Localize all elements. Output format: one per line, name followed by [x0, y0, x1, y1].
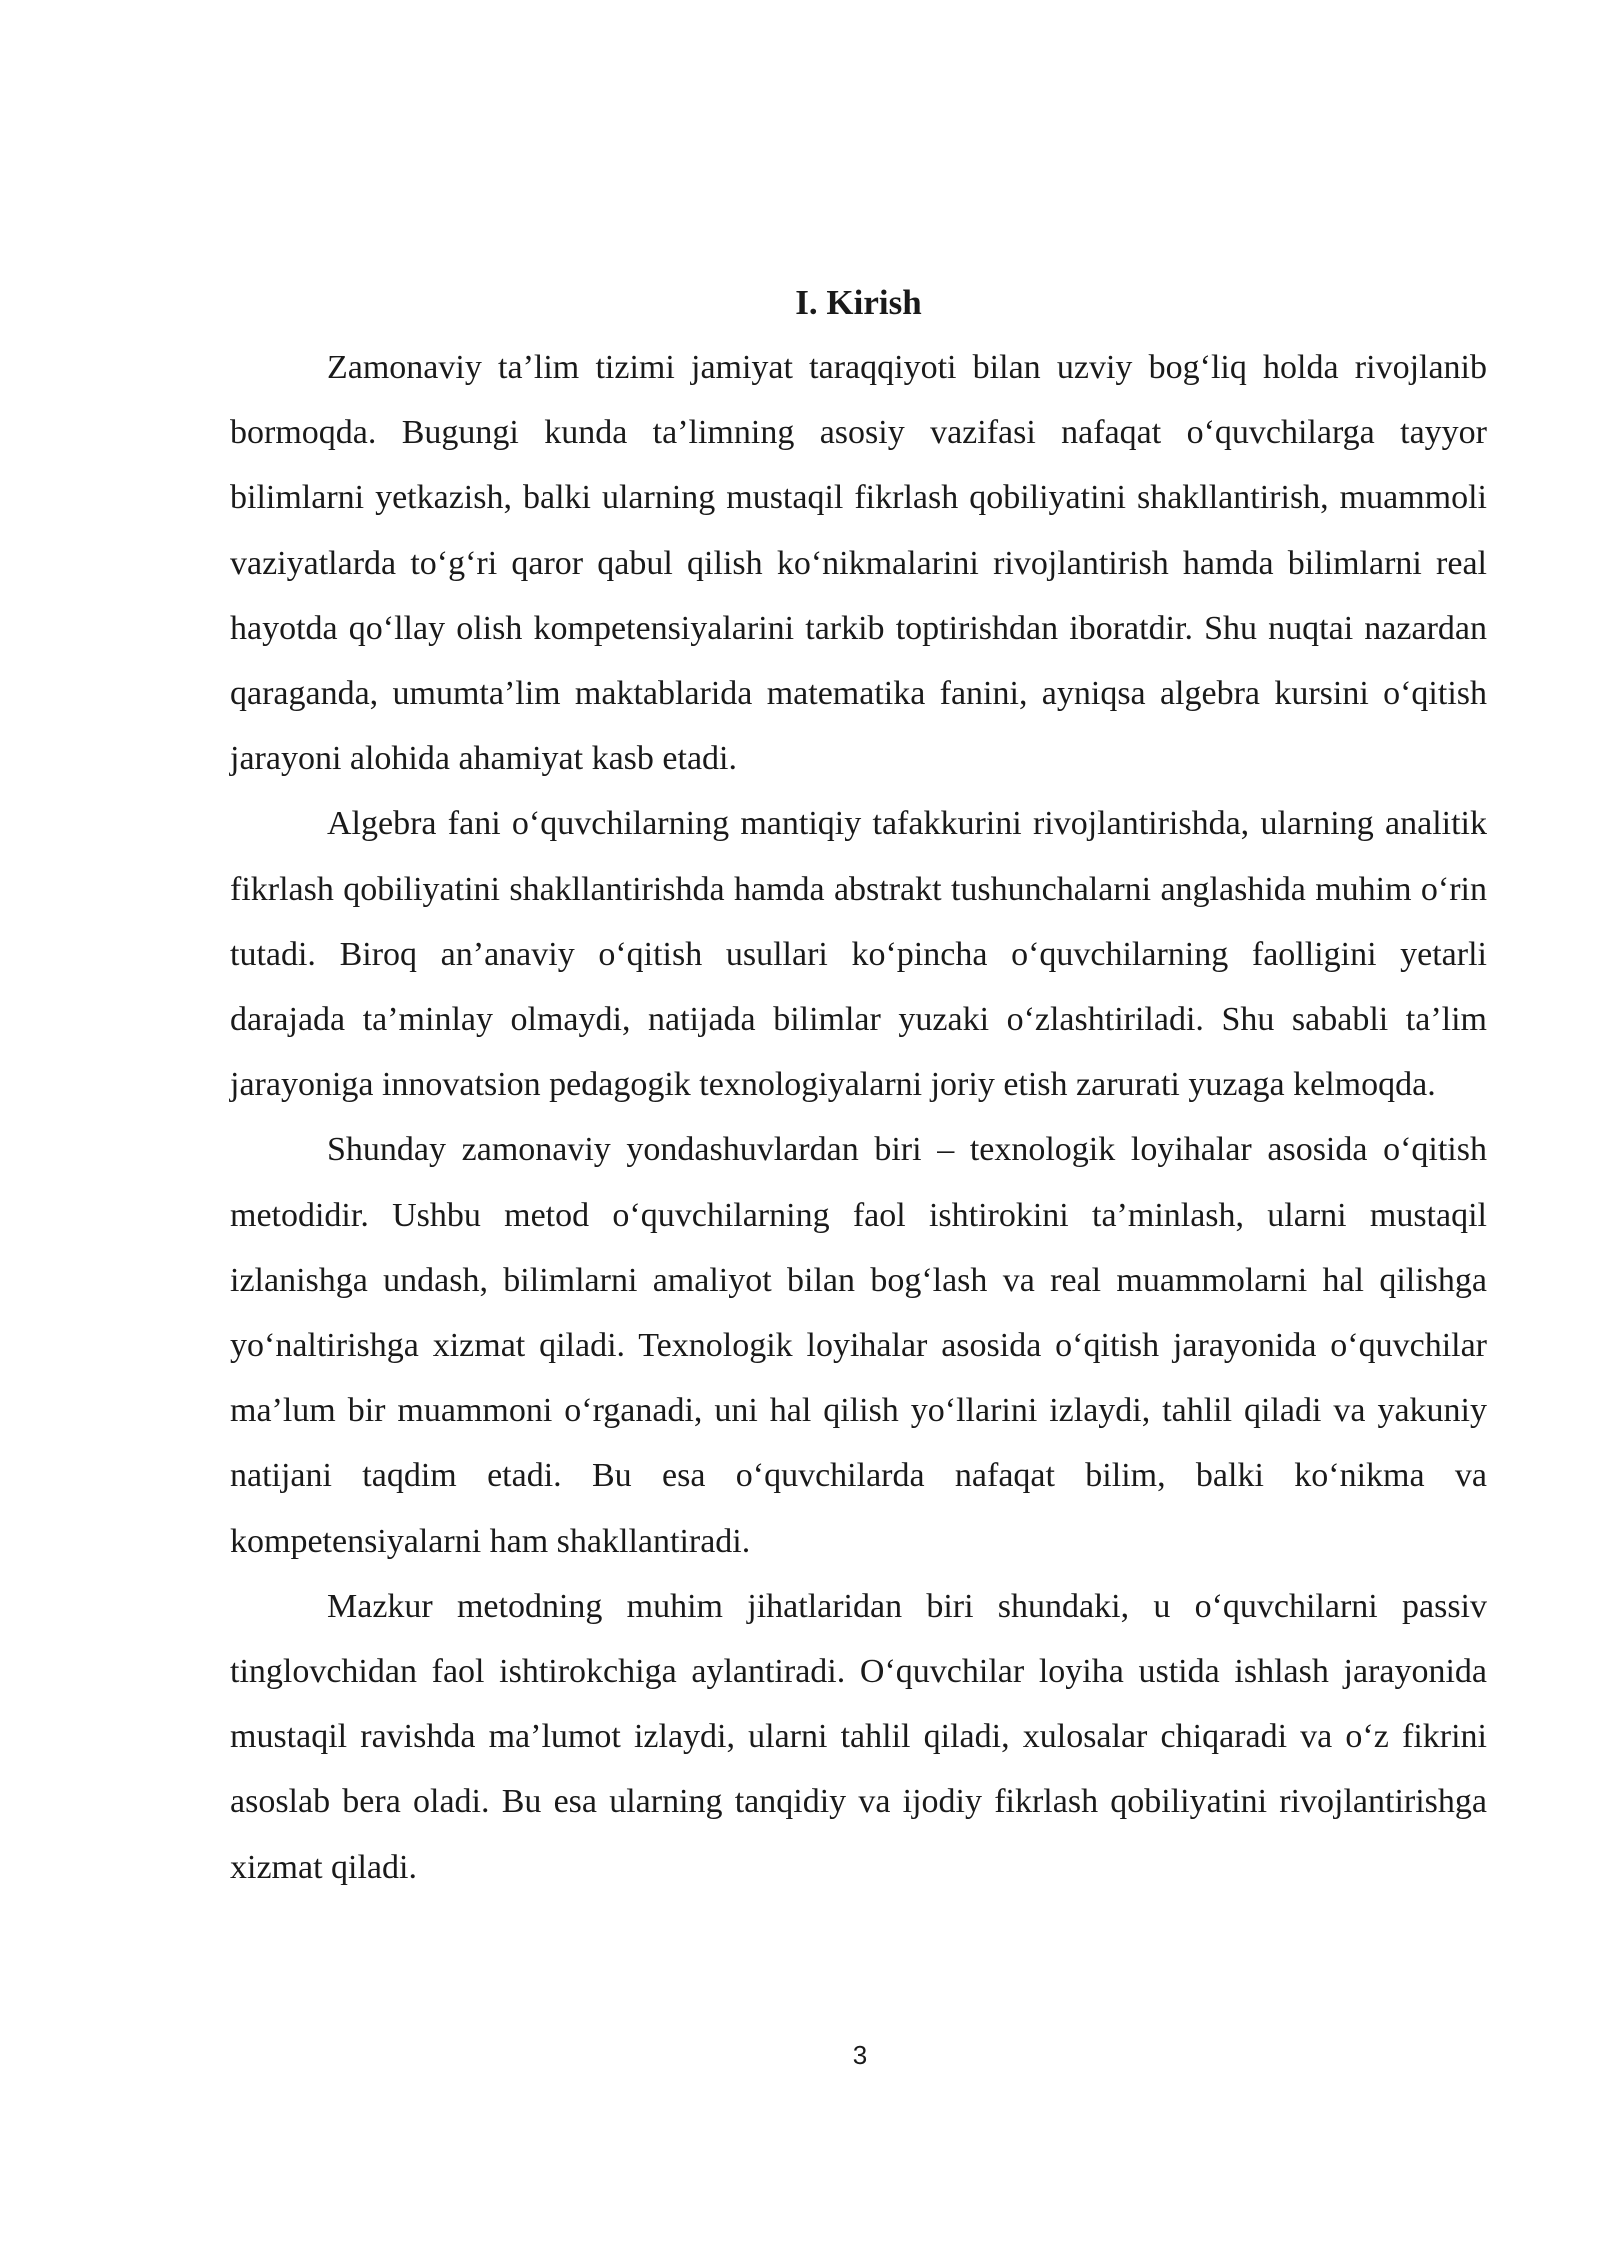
paragraph-1: Zamonaviy ta’lim tizimi jamiyat taraqqiyoti bilan uzviy bog‘liq holda rivojlanib bormoqda. Bugungi kunda ta’limning asosiy vazifasi nafaqat o‘quvchilarga tayyor bilimlarni yetkazish, balki ularning mustaqil fikrlash qobiliyatini shakllantirish, muammoli vaziyatlarda to‘g‘ri qaror qabul qilish ko‘nikmalarini rivojlantirish hamda bilimlarni real hayotda qo‘llay olish kompetensiyalarini tarkib toptirishdan iboratdir. Shu nuqtai nazardan qaraganda, umumta’lim maktablarida matematika fanini, ayniqsa algebra kursini o‘qitish jarayoni alohida ahamiyat kasb etadi. — [230, 349, 1487, 778]
section-heading: I. Kirish — [795, 283, 922, 322]
paragraph-2: Algebra fani o‘quvchilarning mantiqiy tafakkurini rivojlantirishda, ularning analitik fikrlash qobiliyatini shakllantirishda hamda abstrakt tushunchalarni anglashida muhim o‘rin tutadi. Biroq an’anaviy o‘qitish usullari ko‘pincha o‘quvchilarning faolligini yetarli darajada ta’minlay olmaydi, natijada bilimlar yuzaki o‘zlashtiriladi. Shu sababli ta’lim jarayoniga innovatsion pedagogik texnologiyalarni joriy etish zarurati yuzaga kelmoqda. — [230, 805, 1487, 1104]
paragraph-3: Shunday zamonaviy yondashuvlardan biri – texnologik loyihalar asosida o‘qitish metodidir. Ushbu metod o‘quvchilarning faol ishtirokini ta’minlash, ularni mustaqil izlanishga undash, bilimlarni amaliyot bilan bog‘lash va real muammolarni hal qilishga yo‘naltirishga xizmat qiladi. Texnologik loyihalar asosida o‘qitish jarayonida o‘quvchilar ma’lum bir muammoni o‘rganadi, uni hal qilish yo‘llarini izlaydi, tahlil qiladi va yakuniy natijani taqdim etadi. Bu esa o‘quvchilarda nafaqat bilim, balki ko‘nikma va kompetensiyalarni ham shakllantiradi. — [230, 1131, 1487, 1560]
page-content — [230, 270, 1487, 1900]
page-number: 3 — [852, 2040, 868, 2070]
paragraph-4: Mazkur metodning muhim jihatlaridan biri shundaki, u o‘quvchilarni passiv tinglovchidan faol ishtirokchiga aylantiradi. O‘quvchilar loyiha ustida ishlash jarayonida mustaqil ravishda ma’lumot izlaydi, ularni tahlil qiladi, xulosalar chiqaradi va o‘z fikrini asoslab bera oladi. Bu esa ularning tanqidiy va ijodiy fikrlash qobiliyatini rivojlantirishga xizmat qiladi. — [230, 1587, 1487, 1886]
